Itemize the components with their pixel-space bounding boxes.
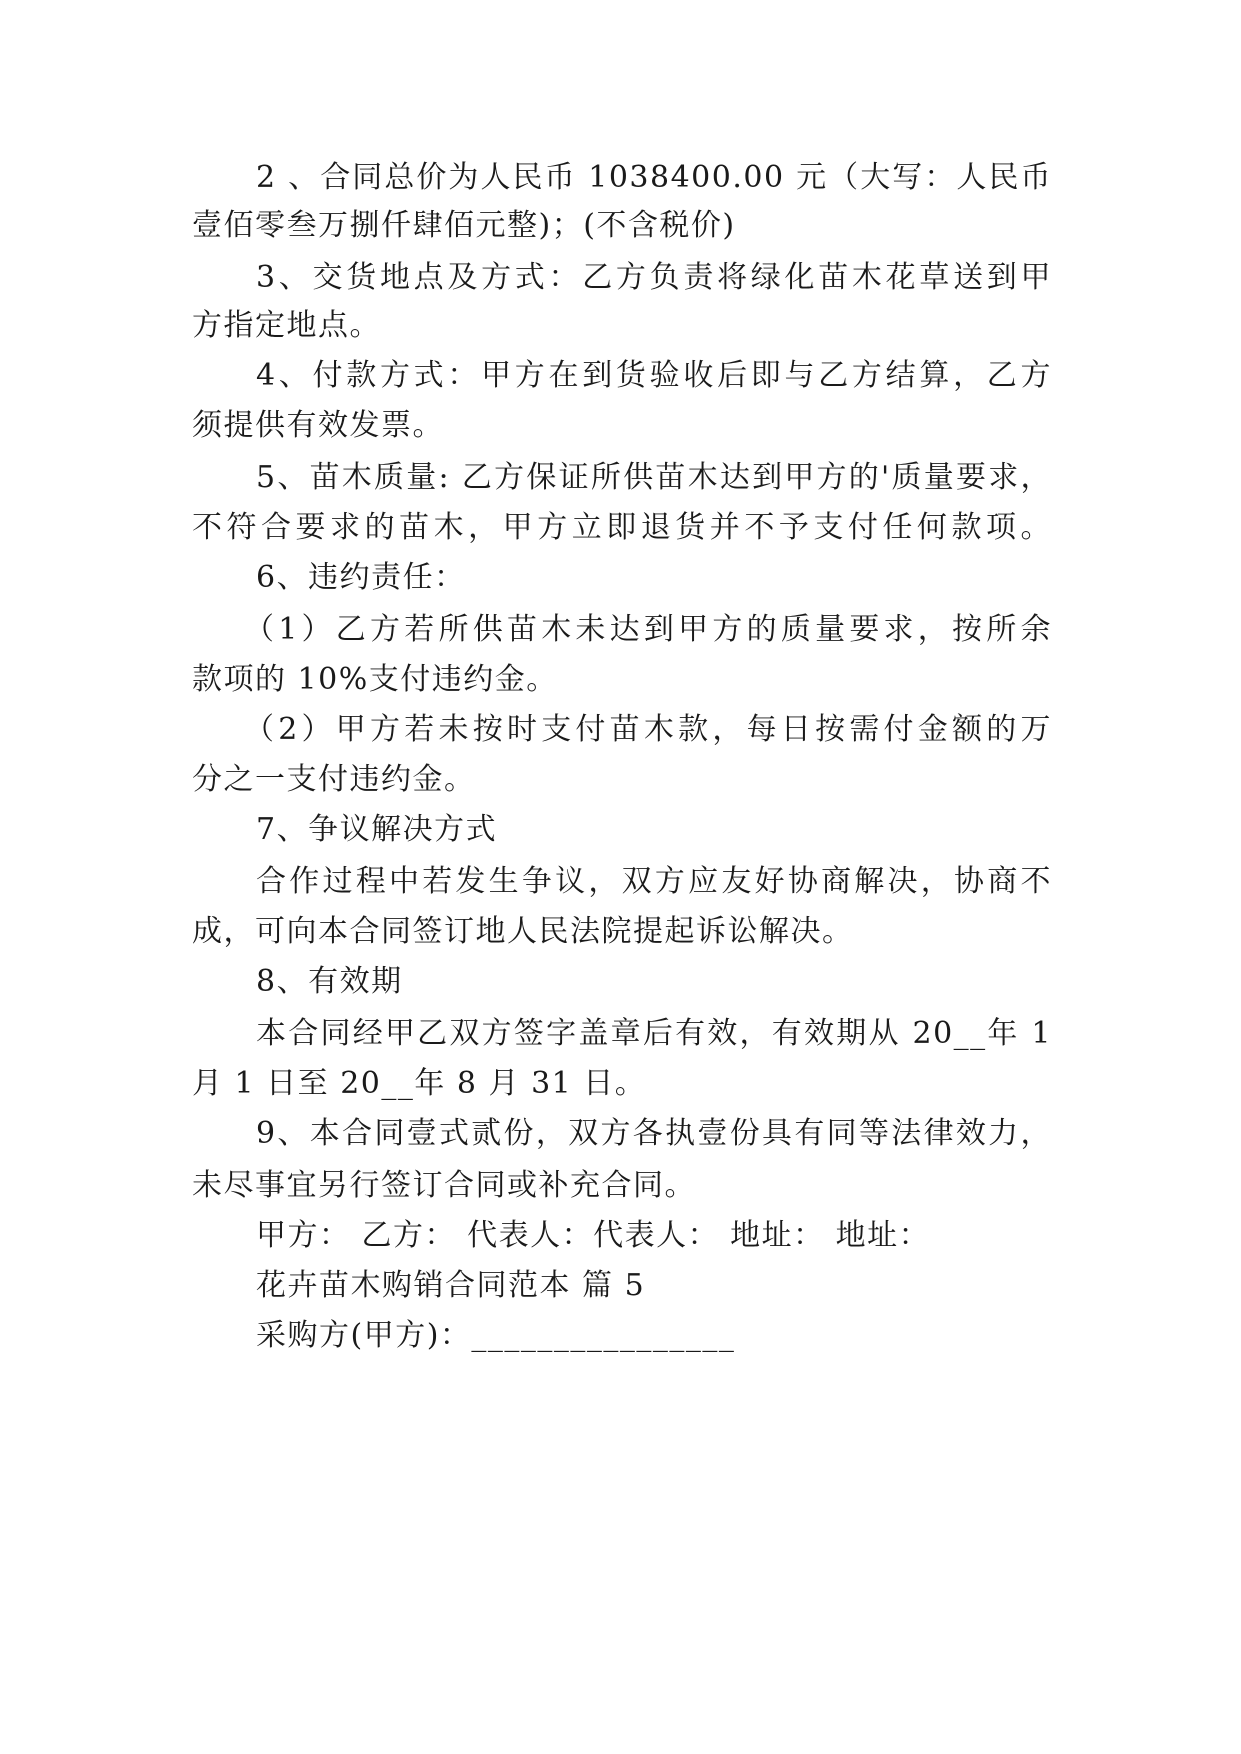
text-line: 月 1 日至 20__年 8 月 31 日。 [192, 1066, 647, 1101]
text-line: 分之一支付违约金。 [192, 762, 476, 797]
text-line: 采购方(甲方)：________________ [256, 1318, 736, 1353]
text-line: 未尽事宜另行签订合同或补充合同。 [192, 1168, 696, 1203]
text-line: （2）甲方若未按时支付苗木款，每日按需付金额的万 [244, 712, 1052, 747]
text-line: （1）乙方若所供苗木未达到甲方的质量要求，按所余 [244, 612, 1052, 647]
text-line: 不符合要求的苗木，甲方立即退货并不予支付任何款项。 [192, 510, 1052, 545]
text-line: 2 、合同总价为人民币 1038400.00 元（大写：人民币 [256, 160, 1052, 195]
text-line: 3、交货地点及方式：乙方负责将绿化苗木花草送到甲 [256, 260, 1052, 295]
text-line: 7、争议解决方式 [256, 812, 498, 847]
text-line: 成，可向本合同签订地人民法院提起诉讼解决。 [192, 914, 854, 949]
text-line: 9、本合同壹式贰份，双方各执壹份具有同等法律效力， [256, 1116, 1052, 1151]
text-line: 5、苗木质量: 乙方保证所供苗木达到甲方的'质量要求， [256, 460, 1052, 495]
section-heading: 花卉苗木购销合同范本 篇 5 [256, 1268, 646, 1303]
text-line: 合作过程中若发生争议，双方应友好协商解决，协商不 [256, 864, 1052, 899]
text-line: 方指定地点。 [192, 308, 381, 343]
text-line: 8、有效期 [256, 964, 403, 999]
text-line: 甲方： 乙方： 代表人：代表人： 地址： 地址： [256, 1218, 931, 1253]
text-line: 壹佰零叁万捌仟肆佰元整)；(不含税价) [192, 208, 736, 243]
text-line: 本合同经甲乙双方签字盖章后有效，有效期从 20__年 1 [256, 1016, 1052, 1051]
text-line: 6、违约责任： [256, 560, 466, 595]
text-line: 款项的 10%支付违约金。 [192, 662, 558, 697]
text-line: 须提供有效发票。 [192, 408, 444, 443]
text-line: 4、付款方式：甲方在到货验收后即与乙方结算，乙方 [256, 358, 1052, 393]
